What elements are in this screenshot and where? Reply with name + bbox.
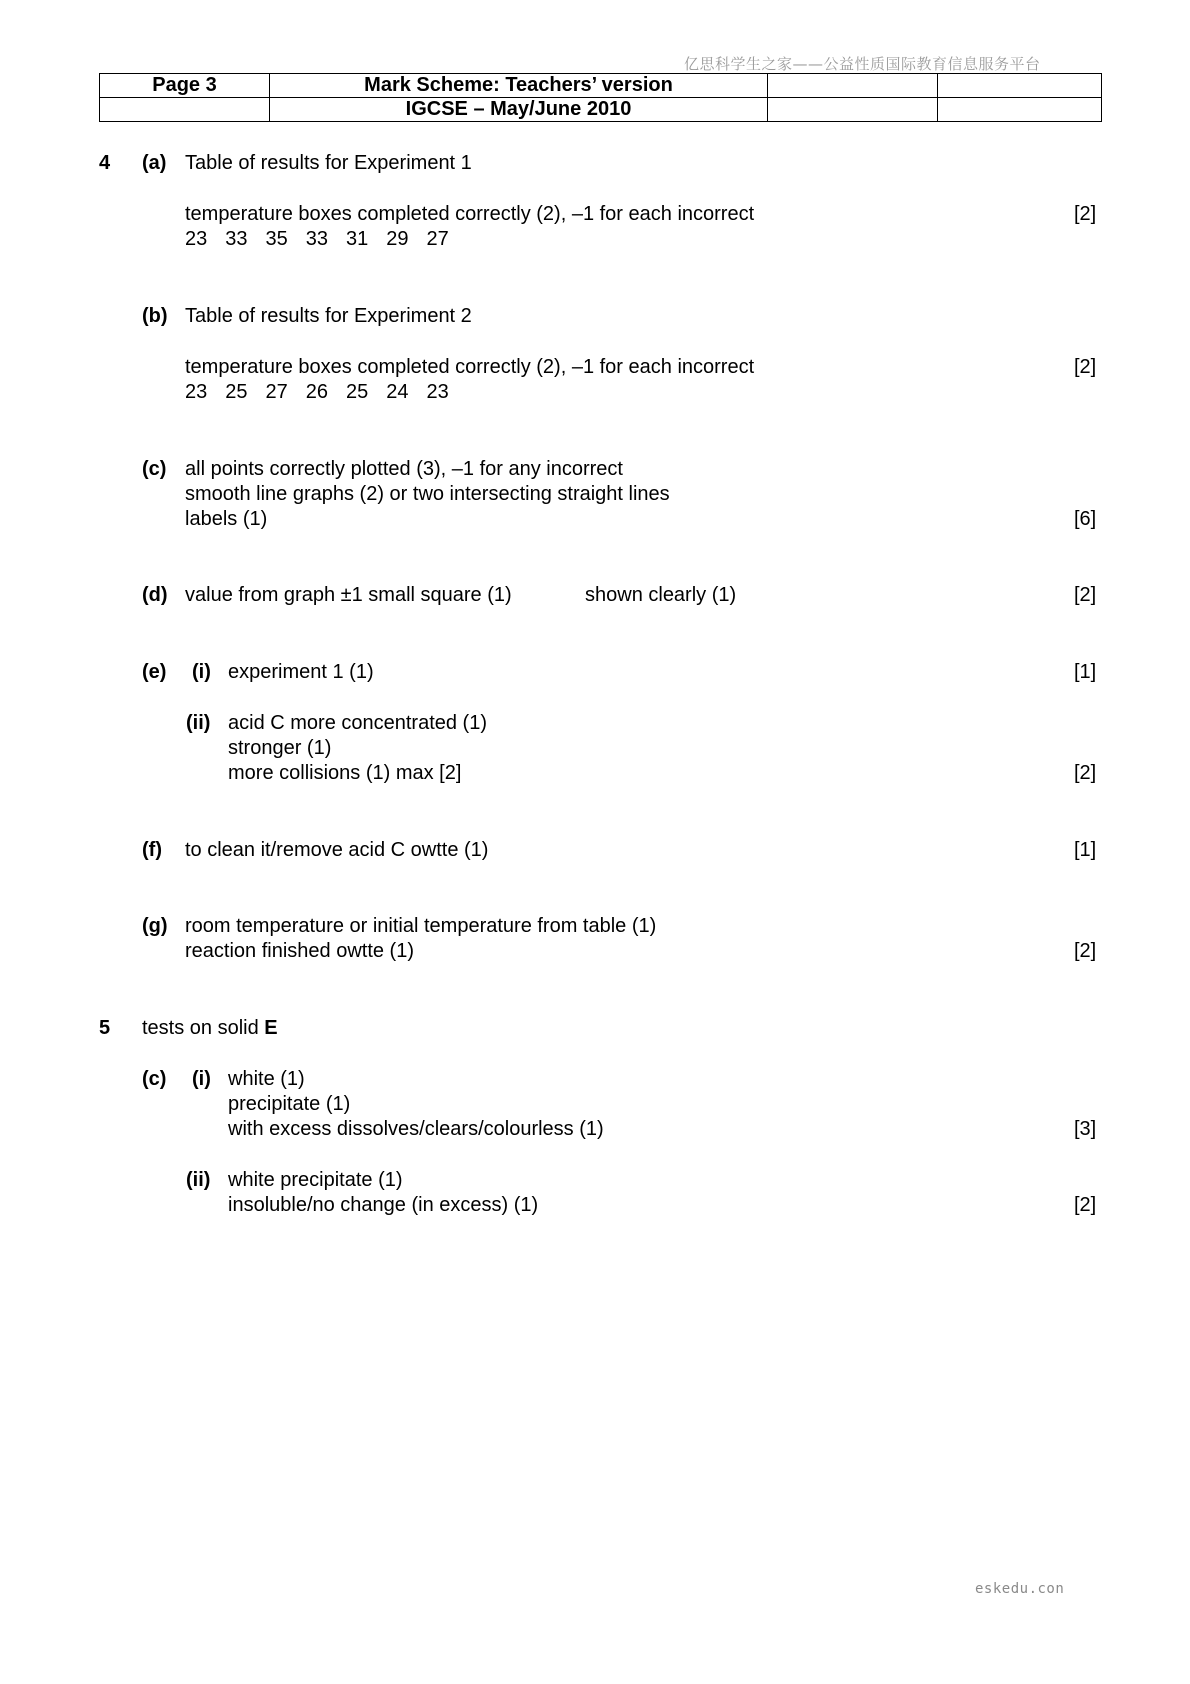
q4e-i-text: experiment 1 (1) <box>228 661 374 683</box>
q4f-mark: [1] <box>1074 839 1097 861</box>
q4e-i-label: (i) <box>192 661 211 683</box>
q4b-value: 23 <box>426 381 449 403</box>
q4a-value: 29 <box>386 228 409 250</box>
q4a-value: 33 <box>305 228 328 250</box>
header-empty-3 <box>938 98 1102 122</box>
q5-title-solid: E <box>264 1017 278 1039</box>
q4e-ii-line-3: more collisions (1) max [2] <box>228 762 462 784</box>
q5-title <box>142 1016 278 1040</box>
q4c-line-2: smooth line graphs (2) or two intersecting straight lines <box>185 483 670 505</box>
q4c-mark: [6] <box>1074 508 1097 530</box>
q4g-mark: [2] <box>1074 940 1097 962</box>
watermark-text: 亿思科学生之家——公益性质国际教育信息服务平台 <box>684 55 1041 73</box>
q4e-ii-mark: [2] <box>1074 762 1097 784</box>
footer-site-mark: eskedu.con <box>975 1581 1065 1597</box>
q4f-text: to clean it/remove acid C owtte (1) <box>185 839 489 861</box>
q4e-ii-line-1: acid C more concentrated (1) <box>228 712 488 734</box>
q4e-ii-line-2: stronger (1) <box>228 737 332 759</box>
q5c-i-mark: [3] <box>1074 1118 1097 1140</box>
q4g-line-1: room temperature or initial temperature from table (1) <box>185 915 657 937</box>
q4a-value: 31 <box>346 228 369 250</box>
q5c-i-line-2: precipitate (1) <box>228 1093 351 1115</box>
q4b-criteria: temperature boxes completed correctly (2), –1 for each incorrect <box>185 356 755 378</box>
q4b-value: 25 <box>346 381 369 403</box>
q4g-line-2: reaction finished owtte (1) <box>185 940 415 962</box>
q4e-label: (e) <box>142 661 167 683</box>
q4a-mark: [2] <box>1074 203 1097 225</box>
header-title: Mark Scheme: Teachers’ version <box>270 74 768 98</box>
q4a-value: 33 <box>225 228 248 250</box>
header-paper <box>938 74 1102 98</box>
q4a-value: 27 <box>426 228 449 250</box>
q4a-values <box>185 227 467 251</box>
q4e-ii-label: (ii) <box>186 712 211 734</box>
q4c-label: (c) <box>142 458 167 480</box>
q4b-value: 23 <box>185 381 208 403</box>
header-exam: IGCSE – May/June 2010 <box>270 98 768 122</box>
q5c-ii-line-2: insoluble/no change (in excess) (1) <box>228 1194 539 1216</box>
q4b-title: Table of results for Experiment 2 <box>185 305 472 327</box>
q4a-criteria: temperature boxes completed correctly (2), –1 for each incorrect <box>185 203 755 225</box>
q4a-value: 23 <box>185 228 208 250</box>
q4d-text-1: value from graph ±1 small square (1) <box>185 584 512 606</box>
q4d-mark: [2] <box>1074 584 1097 606</box>
header-table <box>99 73 1102 122</box>
q4b-value: 25 <box>225 381 248 403</box>
q5c-ii-line-1: white precipitate (1) <box>228 1169 403 1191</box>
q4b-label: (b) <box>142 305 168 327</box>
q5c-i-label: (i) <box>192 1068 211 1090</box>
q4a-label: (a) <box>142 152 167 174</box>
question-5-number: 5 <box>99 1017 111 1039</box>
q4a-value: 35 <box>265 228 288 250</box>
q5c-ii-mark: [2] <box>1074 1194 1097 1216</box>
header-syllabus <box>768 74 938 98</box>
q5-title-text: tests on solid <box>142 1017 265 1039</box>
q5c-i-line-3: with excess dissolves/clears/colourless (1) <box>228 1118 604 1140</box>
header-empty-2 <box>768 98 938 122</box>
header-empty-1 <box>100 98 270 122</box>
q4b-value: 26 <box>305 381 328 403</box>
q4f-label: (f) <box>142 839 162 861</box>
q4a-title: Table of results for Experiment 1 <box>185 152 472 174</box>
q4b-value: 24 <box>386 381 409 403</box>
q4b-mark: [2] <box>1074 356 1097 378</box>
q4g-label: (g) <box>142 915 168 937</box>
header-page: Page 3 <box>100 74 270 98</box>
q4d-label: (d) <box>142 584 168 606</box>
q4b-values <box>185 380 467 404</box>
question-4-number: 4 <box>99 152 111 174</box>
q4d-text-2: shown clearly (1) <box>585 584 737 606</box>
q5c-label: (c) <box>142 1068 167 1090</box>
q4c-line-3: labels (1) <box>185 508 268 530</box>
q4e-i-mark: [1] <box>1074 661 1097 683</box>
q4c-line-1: all points correctly plotted (3), –1 for any incorrect <box>185 458 623 480</box>
q5c-i-line-1: white (1) <box>228 1068 305 1090</box>
q5c-ii-label: (ii) <box>186 1169 211 1191</box>
q4b-value: 27 <box>265 381 288 403</box>
